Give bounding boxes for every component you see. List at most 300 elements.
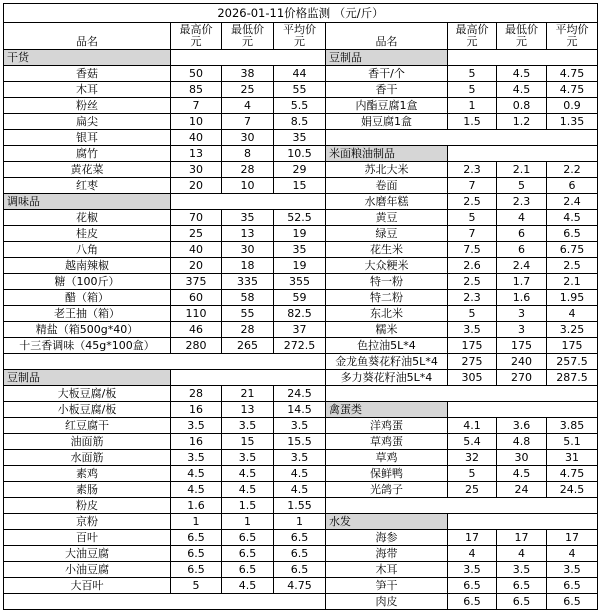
avg-price: 3.5 (274, 450, 326, 466)
item-name: 精盐（箱500g*40） (4, 322, 171, 338)
max-price: 6.5 (171, 546, 222, 562)
max-price: 10 (171, 114, 222, 130)
item-name: 素鸡 (4, 466, 171, 482)
item-name: 银耳 (4, 130, 171, 146)
col-name-header-right (326, 23, 448, 50)
max-price: 5 (448, 306, 497, 322)
avg-price: 2.1 (547, 274, 598, 290)
avg-price: 4.75 (274, 578, 326, 594)
table-row (4, 530, 598, 546)
avg-price: 31 (547, 450, 598, 466)
table-row (4, 82, 598, 98)
min-price: 2.4 (497, 258, 547, 274)
max-price: 4.5 (171, 482, 222, 498)
min-price: 21 (222, 386, 274, 402)
item-name: 草鸡蛋 (326, 434, 448, 450)
min-price: 4.8 (497, 434, 547, 450)
min-price: 17 (497, 530, 547, 546)
min-price: 2.1 (497, 162, 547, 178)
avg-price: 2.2 (547, 162, 598, 178)
table-row (4, 594, 598, 610)
table-row (4, 514, 598, 530)
blank-cell (326, 130, 598, 146)
max-price: 175 (448, 338, 497, 354)
min-price: 28 (222, 322, 274, 338)
max-price: 6.5 (448, 578, 497, 594)
item-name: 桂皮 (4, 226, 171, 242)
item-name: 十三香调味（45g*100盒） (4, 338, 171, 354)
table-row (4, 386, 598, 402)
avg-price: 5.1 (547, 434, 598, 450)
min-price: 6.5 (222, 546, 274, 562)
min-price: 3 (497, 322, 547, 338)
min-price: 35 (222, 210, 274, 226)
max-price: 3.5 (448, 562, 497, 578)
max-price: 30 (171, 162, 222, 178)
avg-price: 59 (274, 290, 326, 306)
max-price: 5 (171, 578, 222, 594)
max-price: 7.5 (448, 242, 497, 258)
min-price: 265 (222, 338, 274, 354)
item-name: 色拉油5L*4 (326, 338, 448, 354)
section-filler (171, 370, 326, 386)
section-filler (448, 514, 598, 530)
table-row (4, 178, 598, 194)
min-price: 28 (222, 162, 274, 178)
max-price: 2.5 (448, 274, 497, 290)
item-name: 香干/个 (326, 66, 448, 82)
min-price: 3.5 (497, 562, 547, 578)
max-price: 28 (171, 386, 222, 402)
max-price: 60 (171, 290, 222, 306)
col-min-label-right: 最低价 (505, 23, 538, 36)
col-avg-unit-right: 元 (566, 35, 578, 48)
avg-price: 4 (547, 546, 598, 562)
item-name: 香干 (326, 82, 448, 98)
min-price: 18 (222, 258, 274, 274)
min-price: 4.5 (497, 82, 547, 98)
table-row (4, 498, 598, 514)
item-name: 腐竹 (4, 146, 171, 162)
item-name: 绿豆 (326, 226, 448, 242)
max-price: 3.5 (171, 450, 222, 466)
item-name: 保鲜鸭 (326, 466, 448, 482)
item-name: 扁尖 (4, 114, 171, 130)
min-price: 1.7 (497, 274, 547, 290)
table-row (4, 242, 598, 258)
avg-price: 35 (274, 242, 326, 258)
item-name: 花椒 (4, 210, 171, 226)
price-table (3, 3, 598, 610)
max-price: 40 (171, 242, 222, 258)
section-filler (448, 402, 598, 418)
avg-price: 37 (274, 322, 326, 338)
avg-price: 15.5 (274, 434, 326, 450)
min-price: 175 (497, 338, 547, 354)
avg-price: 4.75 (547, 82, 598, 98)
max-price: 46 (171, 322, 222, 338)
min-price: 13 (222, 402, 274, 418)
item-name: 小油豆腐 (4, 562, 171, 578)
item-name: 海带 (326, 546, 448, 562)
col-max-label: 最高价 (179, 23, 213, 36)
section-filler (171, 194, 326, 210)
max-price: 1.6 (171, 498, 222, 514)
item-name: 卷面 (326, 178, 448, 194)
min-price: 10 (222, 178, 274, 194)
item-name: 素肠 (4, 482, 171, 498)
table-row (4, 466, 598, 482)
max-price: 7 (448, 226, 497, 242)
avg-price: 6.75 (547, 242, 598, 258)
table-row (4, 194, 598, 210)
min-price: 1.2 (497, 114, 547, 130)
min-price: 6.5 (497, 578, 547, 594)
item-name: 水磨年糕 (326, 194, 448, 210)
avg-price: 10.5 (274, 146, 326, 162)
avg-price: 272.5 (274, 338, 326, 354)
section-header: 禽蛋类 (326, 402, 448, 418)
avg-price: 6.5 (547, 594, 598, 610)
table-row (4, 290, 598, 306)
min-price: 1 (222, 514, 274, 530)
min-price: 4 (222, 98, 274, 114)
item-name: 油面筋 (4, 434, 171, 450)
col-avg-label: 平均价 (283, 23, 316, 36)
min-price: 38 (222, 66, 274, 82)
avg-price: 2.4 (547, 194, 598, 210)
avg-price: 6.5 (274, 530, 326, 546)
item-name: 大百叶 (4, 578, 171, 594)
max-price: 1 (171, 514, 222, 530)
max-price: 5.4 (448, 434, 497, 450)
avg-price: 257.5 (547, 354, 598, 370)
col-min-header-right (497, 23, 547, 50)
avg-price: 8.5 (274, 114, 326, 130)
avg-price: 4.5 (274, 482, 326, 498)
min-price: 30 (222, 242, 274, 258)
max-price: 280 (171, 338, 222, 354)
avg-price: 1.35 (547, 114, 598, 130)
max-price: 6.5 (171, 562, 222, 578)
page-title: 2026-01-11价格监测 （元/斤） (4, 4, 598, 23)
item-name: 大板豆腐/板 (4, 386, 171, 402)
item-name: 光鸽子 (326, 482, 448, 498)
item-name: 糖（100斤） (4, 274, 171, 290)
table-row (4, 418, 598, 434)
avg-price: 1.55 (274, 498, 326, 514)
item-name: 大众粳米 (326, 258, 448, 274)
max-price: 40 (171, 130, 222, 146)
table-row (4, 274, 598, 290)
item-name: 木耳 (4, 82, 171, 98)
item-name: 京粉 (4, 514, 171, 530)
item-name: 粉皮 (4, 498, 171, 514)
col-min-label: 最低价 (231, 23, 264, 36)
item-name: 糯米 (326, 322, 448, 338)
col-max-header (171, 23, 222, 50)
max-price: 5 (448, 82, 497, 98)
max-price: 20 (171, 258, 222, 274)
min-price: 30 (497, 450, 547, 466)
table-row (4, 306, 598, 322)
table-row (4, 354, 598, 370)
item-name: 东北米 (326, 306, 448, 322)
item-name: 海参 (326, 530, 448, 546)
item-name: 老王抽（箱） (4, 306, 171, 322)
section-header: 豆制品 (326, 50, 448, 66)
col-max-header-right (448, 23, 497, 50)
min-price: 8 (222, 146, 274, 162)
table-row (4, 338, 598, 354)
col-avg-label-right: 平均价 (555, 23, 589, 36)
table-row (4, 562, 598, 578)
min-price: 1.5 (222, 498, 274, 514)
min-price: 3.5 (222, 450, 274, 466)
item-name: 黄豆 (326, 210, 448, 226)
item-name: 多力葵花籽油5L*4 (326, 370, 448, 386)
item-name: 八角 (4, 242, 171, 258)
avg-price: 6.5 (547, 578, 598, 594)
min-price: 4.5 (497, 466, 547, 482)
avg-price: 52.5 (274, 210, 326, 226)
max-price: 70 (171, 210, 222, 226)
table-row (4, 98, 598, 114)
min-price: 24 (497, 482, 547, 498)
avg-price: 15 (274, 178, 326, 194)
avg-price: 5.5 (274, 98, 326, 114)
min-price: 3.5 (222, 418, 274, 434)
avg-price: 19 (274, 258, 326, 274)
item-name: 金龙鱼葵花籽油5L*4 (326, 354, 448, 370)
col-max-label-right: 最高价 (455, 23, 489, 36)
max-price: 50 (171, 66, 222, 82)
min-price: 30 (222, 130, 274, 146)
avg-price: 6.5 (547, 226, 598, 242)
max-price: 3.5 (171, 418, 222, 434)
item-name: 内酯豆腐1盒 (326, 98, 448, 114)
table-row (4, 226, 598, 242)
item-name: 肉皮 (326, 594, 448, 610)
min-price: 335 (222, 274, 274, 290)
avg-price: 6 (547, 178, 598, 194)
avg-price: 2.5 (547, 258, 598, 274)
max-price: 4.1 (448, 418, 497, 434)
max-price: 275 (448, 354, 497, 370)
avg-price: 4.5 (547, 210, 598, 226)
min-price: 6 (497, 226, 547, 242)
avg-price: 4.5 (274, 466, 326, 482)
blank-cell (326, 498, 598, 514)
max-price: 2.3 (448, 290, 497, 306)
avg-price: 4.75 (547, 466, 598, 482)
item-name: 特二粉 (326, 290, 448, 306)
col-avg-unit: 元 (294, 35, 305, 48)
section-header: 豆制品 (4, 370, 171, 386)
table-row (4, 210, 598, 226)
min-price: 4.5 (222, 578, 274, 594)
avg-price: 19 (274, 226, 326, 242)
max-price: 32 (448, 450, 497, 466)
table-row (4, 258, 598, 274)
min-price: 6.5 (497, 594, 547, 610)
col-min-unit: 元 (242, 35, 253, 48)
avg-price: 24.5 (274, 386, 326, 402)
min-price: 0.8 (497, 98, 547, 114)
max-price: 6.5 (448, 594, 497, 610)
col-name-label: 品名 (76, 35, 98, 48)
col-avg-header-right (547, 23, 598, 50)
min-price: 4.5 (222, 466, 274, 482)
avg-price: 82.5 (274, 306, 326, 322)
avg-price: 355 (274, 274, 326, 290)
section-header: 干货 (4, 50, 171, 66)
min-price: 7 (222, 114, 274, 130)
avg-price: 6.5 (274, 546, 326, 562)
table-row (4, 162, 598, 178)
avg-price: 287.5 (547, 370, 598, 386)
table-row (4, 546, 598, 562)
item-name: 花生米 (326, 242, 448, 258)
max-price: 6.5 (171, 530, 222, 546)
avg-price: 3.85 (547, 418, 598, 434)
min-price: 6 (497, 242, 547, 258)
max-price: 5 (448, 466, 497, 482)
avg-price: 17 (547, 530, 598, 546)
item-name: 百叶 (4, 530, 171, 546)
max-price: 85 (171, 82, 222, 98)
avg-price: 3.5 (547, 562, 598, 578)
section-filler (448, 146, 598, 162)
min-price: 4 (497, 210, 547, 226)
avg-price: 1 (274, 514, 326, 530)
item-name: 娟豆腐1盒 (326, 114, 448, 130)
min-price: 58 (222, 290, 274, 306)
section-header: 米面粮油制品 (326, 146, 448, 162)
min-price: 240 (497, 354, 547, 370)
item-name: 特一粉 (326, 274, 448, 290)
min-price: 15 (222, 434, 274, 450)
max-price: 4.5 (171, 466, 222, 482)
table-row (4, 50, 598, 66)
item-name: 黄花菜 (4, 162, 171, 178)
item-name: 小板豆腐/板 (4, 402, 171, 418)
max-price: 16 (171, 434, 222, 450)
max-price: 16 (171, 402, 222, 418)
item-name: 洋鸡蛋 (326, 418, 448, 434)
table-row (4, 146, 598, 162)
table-row (4, 370, 598, 386)
title-row (4, 4, 598, 23)
item-name: 草鸡 (326, 450, 448, 466)
max-price: 25 (171, 226, 222, 242)
min-price: 25 (222, 82, 274, 98)
min-price: 55 (222, 306, 274, 322)
item-name: 水面筋 (4, 450, 171, 466)
min-price: 270 (497, 370, 547, 386)
avg-price: 4.75 (547, 66, 598, 82)
item-name: 醋（箱） (4, 290, 171, 306)
max-price: 375 (171, 274, 222, 290)
section-header: 水发 (326, 514, 448, 530)
max-price: 4 (448, 546, 497, 562)
max-price: 3.5 (448, 322, 497, 338)
avg-price: 3.25 (547, 322, 598, 338)
avg-price: 4 (547, 306, 598, 322)
min-price: 2.3 (497, 194, 547, 210)
min-price: 6.5 (222, 562, 274, 578)
table-row (4, 450, 598, 466)
col-max-unit: 元 (190, 35, 202, 48)
section-filler (448, 50, 598, 66)
table-row (4, 482, 598, 498)
table-row (4, 402, 598, 418)
section-filler (171, 50, 326, 66)
item-name: 粉丝 (4, 98, 171, 114)
blank-cell (4, 354, 326, 370)
min-price: 1.6 (497, 290, 547, 306)
col-min-header (222, 23, 274, 50)
item-name: 香菇 (4, 66, 171, 82)
min-price: 3.6 (497, 418, 547, 434)
max-price: 5 (448, 66, 497, 82)
max-price: 1.5 (448, 114, 497, 130)
max-price: 25 (448, 482, 497, 498)
table-row (4, 434, 598, 450)
max-price: 110 (171, 306, 222, 322)
max-price: 7 (448, 178, 497, 194)
blank-cell (326, 386, 598, 402)
table-row (4, 66, 598, 82)
max-price: 5 (448, 210, 497, 226)
avg-price: 55 (274, 82, 326, 98)
col-name-label-right: 品名 (375, 35, 398, 48)
min-price: 4.5 (222, 482, 274, 498)
max-price: 2.3 (448, 162, 497, 178)
table-row (4, 114, 598, 130)
col-min-unit-right: 元 (516, 35, 527, 48)
avg-price: 29 (274, 162, 326, 178)
item-name: 大油豆腐 (4, 546, 171, 562)
blank-cell (4, 594, 326, 610)
col-max-unit-right: 元 (466, 35, 478, 48)
item-name: 木耳 (326, 562, 448, 578)
table-row (4, 322, 598, 338)
min-price: 4 (497, 546, 547, 562)
max-price: 2.6 (448, 258, 497, 274)
avg-price: 3.5 (274, 418, 326, 434)
max-price: 1 (448, 98, 497, 114)
max-price: 13 (171, 146, 222, 162)
avg-price: 24.5 (547, 482, 598, 498)
avg-price: 35 (274, 130, 326, 146)
min-price: 13 (222, 226, 274, 242)
item-name: 红枣 (4, 178, 171, 194)
avg-price: 1.95 (547, 290, 598, 306)
col-avg-header (274, 23, 326, 50)
col-name-header (4, 23, 171, 50)
min-price: 6.5 (222, 530, 274, 546)
section-header: 调味品 (4, 194, 171, 210)
min-price: 4.5 (497, 66, 547, 82)
avg-price: 6.5 (274, 562, 326, 578)
max-price: 7 (171, 98, 222, 114)
avg-price: 175 (547, 338, 598, 354)
avg-price: 44 (274, 66, 326, 82)
max-price: 17 (448, 530, 497, 546)
min-price: 3 (497, 306, 547, 322)
item-name: 苏北大米 (326, 162, 448, 178)
